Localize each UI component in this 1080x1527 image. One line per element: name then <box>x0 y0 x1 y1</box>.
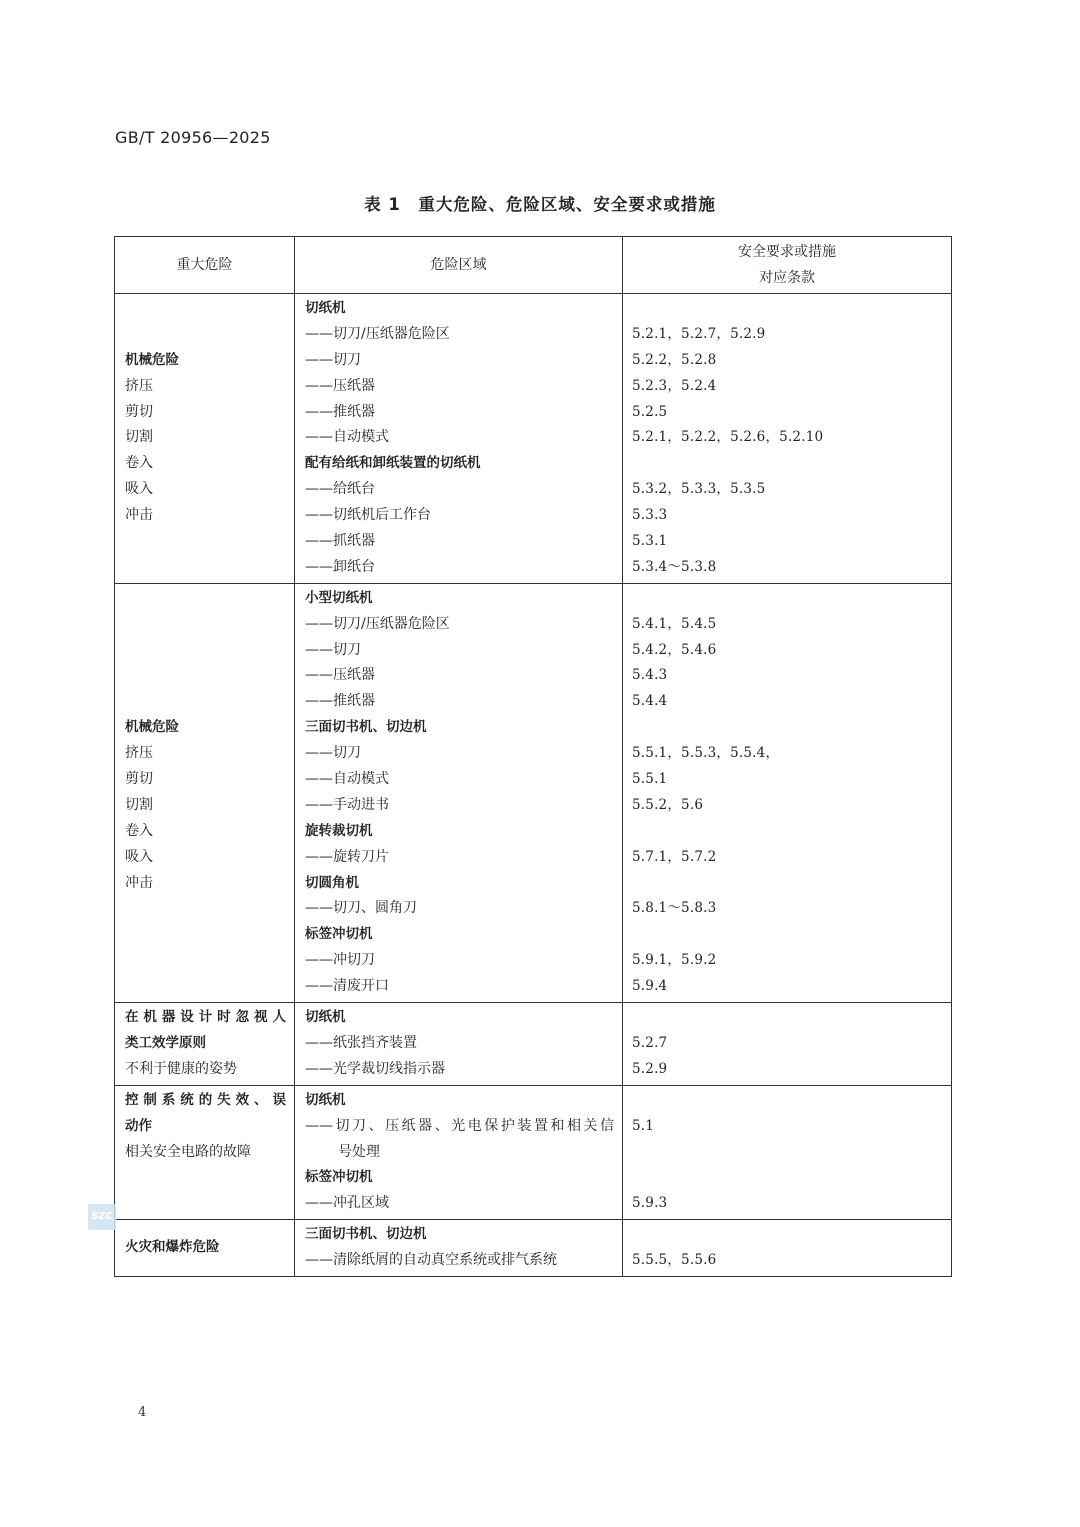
hazard-cell <box>115 1220 295 1277</box>
clause-line: 5.3.1 <box>632 533 668 550</box>
area-group-heading: 配有给纸和卸纸装置的切纸机 <box>305 455 481 472</box>
page-number: 4 <box>138 1405 147 1420</box>
hazard-line: 控制系统的失效、误 <box>125 1091 286 1108</box>
area-line: ——冲孔区域 <box>305 1195 389 1212</box>
clause-line: 5.8.1～5.8.3 <box>632 900 717 917</box>
clause-line: 5.1 <box>632 1117 655 1134</box>
table-row <box>115 294 952 584</box>
hazard-line: 挤压 <box>125 745 153 762</box>
hazard-line: 吸入 <box>125 481 153 498</box>
hazard-line: 火灾和爆炸危险 <box>125 1239 220 1256</box>
area-cell <box>295 1085 623 1219</box>
clause-line <box>623 1165 951 1191</box>
hazard-line <box>115 974 294 1000</box>
area-line: ——自动模式 <box>305 771 389 788</box>
table-title: 表 1 重大危险、危险区域、安全要求或措施 <box>364 195 716 214</box>
header-area: 危险区域 <box>295 237 623 294</box>
area-line: ——切刀 <box>305 745 361 762</box>
clause-line: 5.4.1，5.4.5 <box>632 615 717 632</box>
hazard-line <box>115 948 294 974</box>
area-cell <box>295 1220 623 1277</box>
area-line: ——切刀 <box>305 351 361 368</box>
area-group-heading: 旋转裁切机 <box>305 822 373 839</box>
header-hazard: 重大危险 <box>115 237 295 294</box>
clause-line: 5.5.2，5.6 <box>632 796 704 813</box>
area-line: ——切刀、圆角刀 <box>305 900 417 917</box>
area-line: ——推纸器 <box>305 403 375 420</box>
table-header-row <box>115 237 952 294</box>
hazard-cell <box>115 294 295 584</box>
hazard-line <box>115 922 294 948</box>
clause-line <box>623 451 951 477</box>
hazard-line: 切割 <box>125 429 153 446</box>
clause-line: 5.9.3 <box>632 1195 668 1212</box>
area-group-heading: 切纸机 <box>305 1091 346 1108</box>
clause-cell <box>623 294 952 584</box>
hazard-line <box>115 638 294 664</box>
clause-line <box>623 586 951 612</box>
hazard-line: 冲击 <box>125 507 153 524</box>
area-group-heading: 切圆角机 <box>305 874 359 891</box>
hazard-line <box>115 296 294 322</box>
area-line: ——切刀/压纸器危险区 <box>305 325 450 342</box>
area-line: ——清除纸屑的自动真空系统或排气系统 <box>305 1252 557 1269</box>
area-group-heading: 三面切书机、切边机 <box>305 719 427 736</box>
clause-line: 5.4.4 <box>632 693 668 710</box>
hazard-line <box>115 612 294 638</box>
hazard-line <box>115 529 294 555</box>
table-row <box>115 1085 952 1219</box>
hazard-line: 切割 <box>125 796 153 813</box>
clause-line: 5.2.5 <box>632 403 668 420</box>
clause-line: 5.2.9 <box>632 1060 668 1077</box>
clause-cell <box>623 583 952 1002</box>
area-group-heading: 切纸机 <box>305 1009 346 1026</box>
area-line: ——手动进书 <box>305 796 389 813</box>
clause-line: 5.2.1，5.2.2，5.2.6，5.2.10 <box>632 429 824 446</box>
area-group-heading: 切纸机 <box>305 300 346 316</box>
area-group-heading: 小型切纸机 <box>305 589 373 606</box>
clause-line <box>623 922 951 948</box>
clause-line <box>623 1140 951 1166</box>
hazard-line: 冲击 <box>125 874 153 891</box>
hazard-line: 剪切 <box>125 771 153 788</box>
header-clause-line2: 对应条款 <box>759 270 815 286</box>
clause-line: 5.4.2，5.4.6 <box>632 641 717 658</box>
hazard-line <box>115 1165 294 1191</box>
area-line: ——压纸器 <box>305 377 375 394</box>
area-group-heading: 三面切书机、切边机 <box>305 1226 427 1243</box>
area-line: ——切刀 <box>305 641 361 658</box>
hazard-line: 动作 <box>125 1117 152 1134</box>
clause-line: 5.4.3 <box>632 667 668 684</box>
clause-line: 5.3.2，5.3.3，5.3.5 <box>632 481 766 498</box>
hazard-cell <box>115 1085 295 1219</box>
hazard-line: 类工效学原则 <box>125 1034 206 1051</box>
hazard-cell <box>115 1003 295 1086</box>
area-line: ——清废开口 <box>305 978 389 995</box>
hazard-line: 卷入 <box>125 822 153 839</box>
area-line: ——切纸机后工作台 <box>305 507 431 524</box>
clause-cell <box>623 1220 952 1277</box>
clause-line <box>623 819 951 845</box>
hazard-line: 吸入 <box>125 848 153 865</box>
clause-line: 5.9.4 <box>632 978 668 995</box>
table-row <box>115 1003 952 1086</box>
hazard-cell <box>115 583 295 1002</box>
hazard-line: 在机器设计时忽视人 <box>125 1009 286 1026</box>
hazard-line <box>115 322 294 348</box>
area-cell <box>295 1003 623 1086</box>
clause-line <box>623 1222 951 1248</box>
clause-line <box>623 715 951 741</box>
clause-line: 5.7.1，5.7.2 <box>632 848 717 865</box>
hazard-line <box>115 689 294 715</box>
clause-line: 5.2.3，5.2.4 <box>632 377 717 394</box>
area-line: ——推纸器 <box>305 693 375 710</box>
table-row <box>115 583 952 1002</box>
area-group-heading: 标签冲切机 <box>305 1169 373 1186</box>
standard-code: GB/T 20956—2025 <box>115 128 271 147</box>
area-line: ——光学裁切线指示器 <box>305 1060 445 1077</box>
hazard-line <box>115 586 294 612</box>
hazard-line: 卷入 <box>125 455 153 472</box>
clause-line: 5.5.1，5.5.3，5.5.4， <box>632 745 780 762</box>
clause-line: 5.9.1，5.9.2 <box>632 952 717 969</box>
hazard-line: 剪切 <box>125 403 153 420</box>
area-line: ——自动模式 <box>305 429 389 446</box>
clause-line <box>623 1088 951 1114</box>
area-line: ——卸纸台 <box>305 558 375 575</box>
clause-cell <box>623 1085 952 1219</box>
clause-line <box>623 871 951 897</box>
area-line: ——给纸台 <box>305 481 375 498</box>
clause-line: 5.2.7 <box>632 1034 668 1051</box>
clause-line: 5.2.2，5.2.8 <box>632 351 717 368</box>
clause-line: 5.3.4～5.3.8 <box>632 558 717 575</box>
hazard-line: 机械危险 <box>125 719 179 736</box>
area-line: ——切刀、压纸器、光电保护装置和相关信 <box>305 1117 614 1134</box>
area-line: ——抓纸器 <box>305 533 375 550</box>
clause-line: 5.5.5，5.5.6 <box>632 1252 717 1269</box>
area-line: 号处理 <box>338 1143 380 1160</box>
area-line: ——冲切刀 <box>305 952 375 969</box>
clause-line: 5.3.3 <box>632 507 668 524</box>
area-line: ——纸张挡齐装置 <box>305 1034 417 1051</box>
clause-line: 5.5.1 <box>632 771 668 788</box>
hazard-line <box>115 896 294 922</box>
clause-cell <box>623 1003 952 1086</box>
hazard-line: 相关安全电路的故障 <box>125 1143 251 1160</box>
clause-line: 5.2.1，5.2.7，5.2.9 <box>632 325 766 342</box>
hazard-line <box>115 555 294 581</box>
header-clause-line1: 安全要求或措施 <box>738 244 836 260</box>
clause-line <box>623 1005 951 1031</box>
watermark-logo: SZC <box>88 1204 116 1230</box>
hazard-line: 机械危险 <box>125 351 179 368</box>
area-group-heading: 标签冲切机 <box>305 926 373 943</box>
hazard-line <box>115 1191 294 1217</box>
hazard-line: 不利于健康的姿势 <box>125 1060 237 1077</box>
area-cell <box>295 583 623 1002</box>
table-row <box>115 1220 952 1277</box>
hazard-table <box>114 236 952 1277</box>
area-line: ——切刀/压纸器危险区 <box>305 615 450 632</box>
hazard-line <box>115 663 294 689</box>
header-clause <box>623 237 952 294</box>
clause-line <box>623 296 951 322</box>
hazard-line: 挤压 <box>125 377 153 394</box>
area-line: ——旋转刀片 <box>305 848 389 865</box>
area-line: ——压纸器 <box>305 667 375 684</box>
area-cell <box>295 294 623 584</box>
